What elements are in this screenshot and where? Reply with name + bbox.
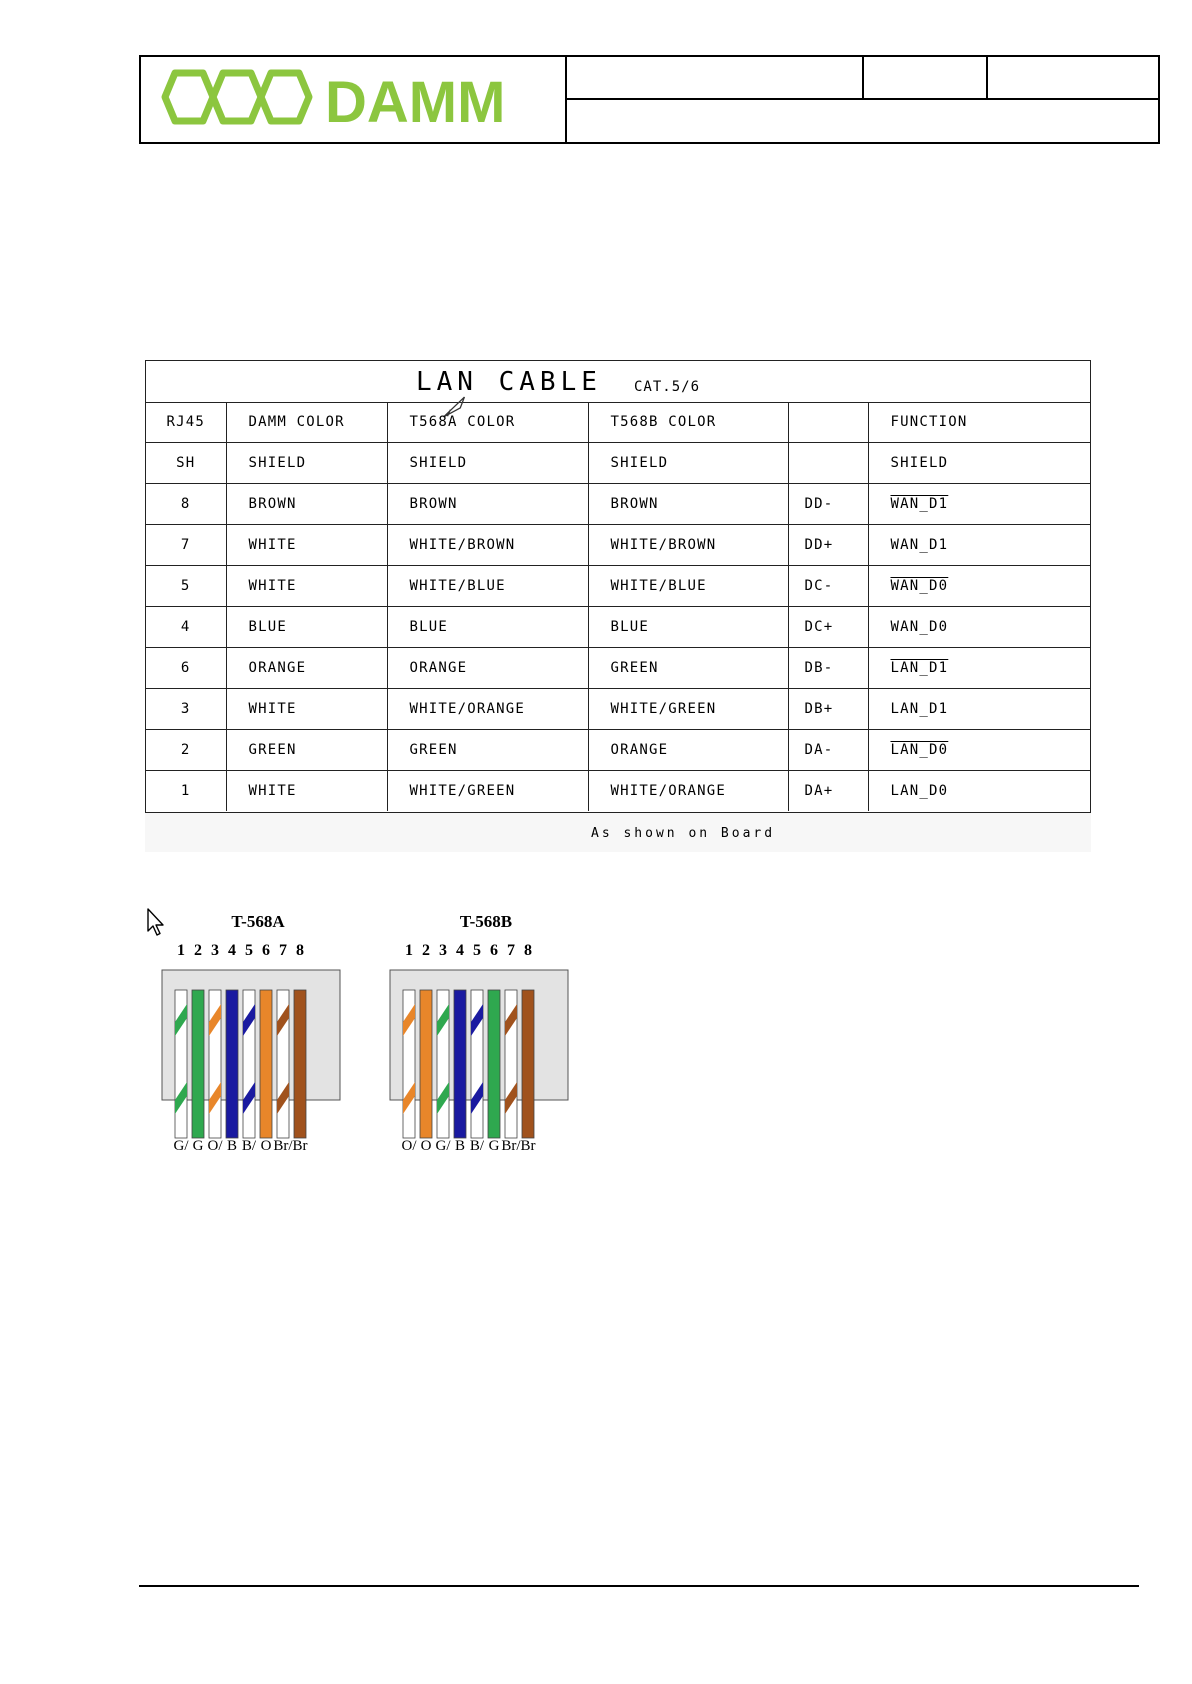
cell-t568b-text: BLUE [610,619,650,635]
cell-t568a [387,689,588,730]
cell-function-text: WAN_D0 [890,619,949,635]
cell-t568b [588,730,788,771]
wire [260,990,272,1138]
connector-title: T-568A [231,912,285,931]
wire-label: B/ [469,1138,485,1154]
cell-signal-text: DA- [804,742,834,758]
cell-function-text: WAN_D1 [890,496,949,512]
cell-damm [226,443,387,484]
pin-number: 3 [439,942,447,959]
cell-damm-text: WHITE [248,783,297,799]
cell-function [868,484,1090,525]
cell-function-text: WAN_D1 [890,537,949,553]
cell-damm [226,730,387,771]
cell-rj45-text: 1 [180,783,191,799]
wire-label: B [454,1138,465,1154]
cell-function [868,566,1090,607]
pin-number: 7 [279,942,287,959]
cell-t568a [387,484,588,525]
cell-signal [788,648,868,689]
connector-t568b [386,912,586,1157]
pin-number: 2 [422,942,430,959]
cell-signal [788,607,868,648]
cell-rj45 [146,607,226,648]
cell-function-text: WAN_D0 [890,578,949,594]
pin-number: 1 [177,942,185,959]
cell-signal [788,689,868,730]
wire-label: O/ [401,1138,417,1154]
cell-rj45 [146,689,226,730]
wire-label: G [488,1138,500,1154]
column-header: RJ45 [146,402,226,443]
cell-signal-text: DB- [804,660,834,676]
cell-t568b [588,566,788,607]
pin-number: 2 [194,942,202,959]
cell-t568a [387,525,588,566]
cell-function-text: LAN_D0 [890,783,949,799]
cell-function-text: LAN_D1 [890,701,949,717]
cell-rj45 [146,771,226,812]
cell-t568b-text: WHITE/BLUE [610,578,707,594]
cell-damm-text: WHITE [248,701,297,717]
logo-cell [141,57,567,142]
cell-t568a-text: WHITE/ORANGE [409,701,526,717]
wire [175,990,187,1138]
cell-damm-text: BLUE [248,619,288,635]
cell-t568b-text: WHITE/ORANGE [610,783,727,799]
cell-rj45-text: 2 [180,742,191,758]
pin-number: 6 [490,942,498,959]
cell-signal-text: DA+ [804,783,834,799]
wire [454,990,466,1138]
table-row [146,689,1090,730]
cell-damm-text: WHITE [248,578,297,594]
wire [403,990,415,1138]
wire [294,990,306,1138]
cell-rj45-text: 5 [180,578,191,594]
cell-t568b [588,648,788,689]
lan-cable-table [145,360,1091,813]
pin-number: 7 [507,942,515,959]
cell-t568b-text: GREEN [610,660,659,676]
cell-t568b [588,484,788,525]
cell-t568b-text: ORANGE [610,742,669,758]
cell-t568b [588,525,788,566]
cell-damm [226,648,387,689]
cell-t568a-text: SHIELD [409,455,468,471]
wire [192,990,204,1138]
cell-signal [788,484,868,525]
wire-label: Br [292,1138,308,1154]
cell-function [868,443,1090,484]
pin-number: 1 [405,942,413,959]
connector-title: T-568B [459,912,513,931]
wire-core [260,990,272,1138]
cell-t568a [387,607,588,648]
cell-signal-text: DD+ [804,537,834,553]
table-row [146,525,1090,566]
cell-rj45 [146,443,226,484]
pin-number: 4 [228,942,236,959]
wire-label: Br [520,1138,536,1154]
wire-label: B/ [241,1138,257,1154]
cell-rj45 [146,730,226,771]
cell-signal [788,730,868,771]
table-row [146,730,1090,771]
cell-rj45-text: 8 [180,496,191,512]
cell-rj45 [146,566,226,607]
cell-rj45-text: 4 [180,619,191,635]
table-header-row [146,402,1090,443]
cell-function [868,689,1090,730]
cell-t568a-text: BLUE [409,619,449,635]
cell-damm-text: WHITE [248,537,297,553]
cell-rj45-text: 3 [180,701,191,717]
header-field-2 [864,57,988,100]
cell-t568a-text: WHITE/BROWN [409,537,516,553]
document-header [139,55,1160,144]
cell-rj45 [146,484,226,525]
damm-logo [153,65,553,129]
table-row [146,566,1090,607]
cell-t568a [387,771,588,812]
wire [488,990,500,1138]
cell-damm [226,525,387,566]
cell-t568a-text: WHITE/GREEN [409,783,516,799]
wire-label: O [260,1138,272,1154]
cell-rj45-text: SH [176,455,196,471]
cell-t568b [588,771,788,812]
wire-core [522,990,534,1138]
cell-function [868,525,1090,566]
pin-number: 5 [473,942,481,959]
wire-label: G/ [173,1138,189,1154]
cell-t568a [387,648,588,689]
cell-function-text: LAN_D0 [890,742,949,758]
cell-t568b-text: BROWN [610,496,659,512]
wire-label: O [420,1138,432,1154]
wire [505,990,517,1138]
wire-core [294,990,306,1138]
connector-t568a [158,912,358,1157]
cell-signal-text: DB+ [804,701,834,717]
cell-t568a-text: ORANGE [409,660,468,676]
cell-signal [788,566,868,607]
cell-t568a-text: GREEN [409,742,458,758]
cell-signal-text: DC- [804,578,834,594]
pin-number: 8 [524,942,532,959]
pinout-table [146,402,1090,811]
cell-function [868,730,1090,771]
header-field-3 [988,57,1158,100]
table-row [146,771,1090,812]
wire-core [454,990,466,1138]
cell-signal-text: DC+ [804,619,834,635]
wire-core [488,990,500,1138]
column-header: FUNCTION [868,402,1090,443]
cell-function [868,771,1090,812]
cell-damm-text: SHIELD [248,455,307,471]
cell-damm [226,607,387,648]
cell-t568b [588,689,788,730]
table-row [146,484,1090,525]
column-header: DAMM COLOR [226,402,387,443]
wire-label: Br/ [273,1138,293,1154]
cell-rj45-text: 6 [180,660,191,676]
cell-function-text: SHIELD [890,455,949,471]
connector-body [158,966,358,1141]
cell-t568b [588,443,788,484]
header-field-4 [565,100,1158,142]
wire [209,990,221,1138]
pin-number: 6 [262,942,270,959]
header-field-1 [565,57,864,100]
cell-function-text: LAN_D1 [890,660,949,676]
table-row [146,607,1090,648]
cell-damm [226,484,387,525]
cell-t568b-text: SHIELD [610,455,669,471]
wire-label: B [226,1138,237,1154]
pin-number: 3 [211,942,219,959]
cell-t568a-text: BROWN [409,496,458,512]
wire [471,990,483,1138]
cell-t568a [387,566,588,607]
cell-signal-text: DD- [804,496,834,512]
wire [437,990,449,1138]
cell-signal [788,771,868,812]
cell-t568a [387,730,588,771]
cell-t568b-text: WHITE/GREEN [610,701,717,717]
column-header [788,402,868,443]
cell-t568b-text: WHITE/BROWN [610,537,717,553]
table-row [146,648,1090,689]
cell-function [868,648,1090,689]
wire-label: G/ [435,1138,451,1154]
cell-rj45-text: 7 [180,537,191,553]
lan-subtitle: CAT.5/6 [634,379,701,395]
pin-number: 4 [456,942,464,959]
cell-signal [788,443,868,484]
cell-damm-text: ORANGE [248,660,307,676]
wire [226,990,238,1138]
wire-label: O/ [207,1138,223,1154]
cell-rj45 [146,648,226,689]
board-note: As shown on Board [591,826,776,841]
column-header: T568A COLOR [387,402,588,443]
cell-damm [226,689,387,730]
table-row [146,443,1090,484]
footer-rule [139,1585,1139,1587]
cell-damm [226,566,387,607]
logo-text: DAMM [325,70,506,129]
wire [277,990,289,1138]
cell-damm-text: BROWN [248,496,297,512]
wire-label: Br/ [501,1138,521,1154]
column-header: T568B COLOR [588,402,788,443]
cell-t568a [387,443,588,484]
pin-number: 5 [245,942,253,959]
cell-rj45 [146,525,226,566]
wire-core [226,990,238,1138]
pin-number: 8 [296,942,304,959]
cell-function [868,607,1090,648]
lan-title-row [146,361,1090,403]
wire [522,990,534,1138]
lan-title: LAN CABLE [416,367,602,397]
connector-body [386,966,586,1141]
wire-core [420,990,432,1138]
wire-label: G [192,1138,204,1154]
cell-damm-text: GREEN [248,742,297,758]
cell-damm [226,771,387,812]
lan-cable-figure [145,360,1091,852]
cell-t568b [588,607,788,648]
wire-core [192,990,204,1138]
wire [420,990,432,1138]
wire [243,990,255,1138]
cell-t568a-text: WHITE/BLUE [409,578,506,594]
cell-signal [788,525,868,566]
